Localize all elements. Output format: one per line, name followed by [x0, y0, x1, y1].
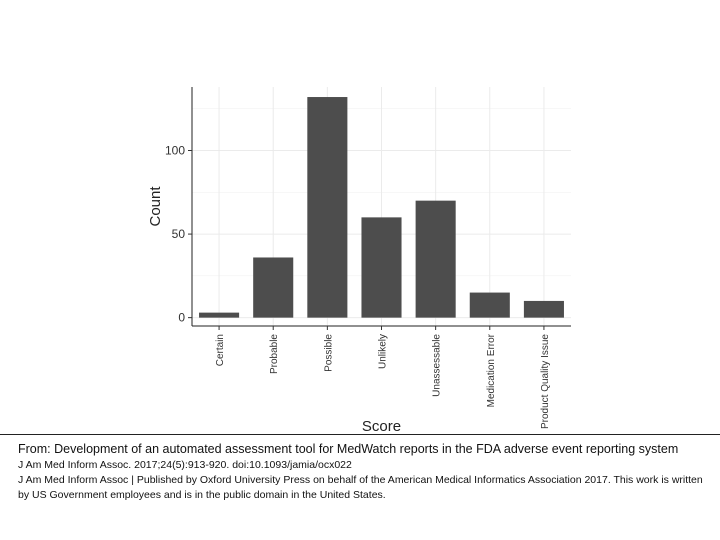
- x-tick-label: Probable: [269, 334, 281, 375]
- citation-block: [18, 441, 708, 503]
- y-tick-label: 0: [178, 310, 185, 325]
- bar: [199, 313, 239, 318]
- x-tick-label: Unlikely: [377, 334, 389, 370]
- y-ticks: [165, 144, 192, 325]
- x-tick-label: Medication Error: [485, 334, 497, 408]
- bar: [416, 201, 456, 318]
- y-axis-title: Count: [147, 186, 164, 227]
- divider: [0, 434, 720, 435]
- bar: [524, 301, 564, 318]
- bar: [253, 257, 293, 317]
- bar: [470, 293, 510, 318]
- x-tick-label: Certain: [215, 334, 227, 367]
- citation-source-title: From: Development of an automated assessment tool for MedWatch reports in the FDA adverse event reporting system: [18, 442, 679, 456]
- x-axis-title: Score: [361, 418, 402, 434]
- x-tick-label: Unassessable: [431, 334, 443, 397]
- y-tick-label: 50: [171, 227, 185, 242]
- bar: [307, 97, 347, 318]
- x-ticks: [215, 326, 551, 429]
- y-tick-label: 100: [164, 143, 185, 158]
- citation-journal: J Am Med Inform Assoc. 2017;24(5):913-920. doi:10.1093/jamia/ocx022: [18, 459, 352, 471]
- x-tick-label: Product Quality Issue: [539, 334, 551, 430]
- bar: [361, 217, 401, 317]
- x-tick-label: Possible: [323, 334, 335, 372]
- citation-publisher: J Am Med Inform Assoc | Published by Oxford University Press on behalf of the American Medical Informatics Association 2017. This work is written by US Government employees and is in the public domain in the United States.: [18, 474, 703, 501]
